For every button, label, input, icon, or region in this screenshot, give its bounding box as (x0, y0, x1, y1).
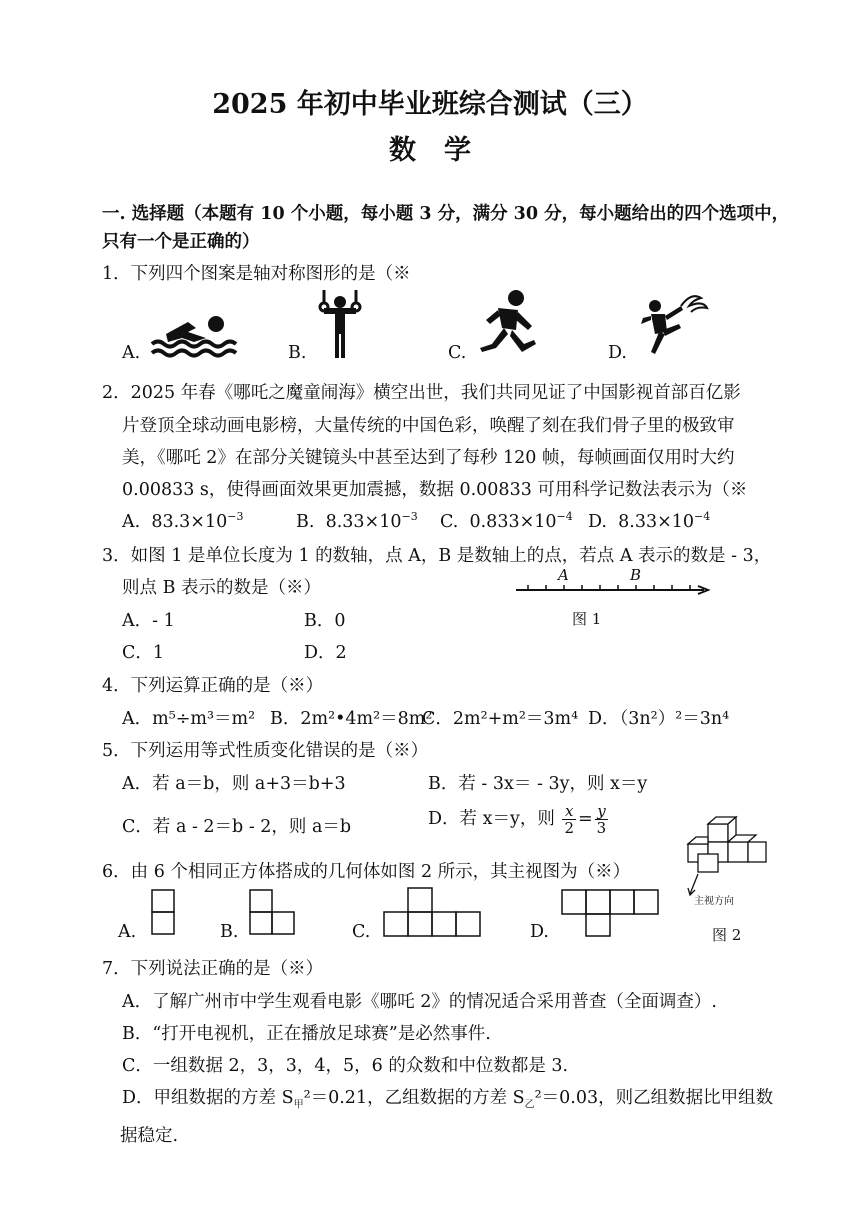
q6-option-d-label[interactable]: D. (530, 922, 549, 942)
q4-option-a[interactable]: A．m⁵÷m³＝m² (122, 709, 256, 729)
view-direction-label: 主视方向 (694, 896, 734, 907)
q3-option-a[interactable]: A．- 1 (122, 611, 175, 631)
q2-option-b[interactable]: B. $8.33\times 10^{-3}$ (296, 510, 418, 532)
q7-option-d-cont: 据稳定. (120, 1126, 179, 1146)
gymnast-rings-icon (318, 290, 362, 360)
question-2-stem: 2．2025 年春《哪吒之魔童闹海》横空出世，我们共同见证了中国影视首部百亿影 (102, 383, 741, 403)
q3-option-b[interactable]: B．0 (304, 611, 346, 631)
swimmer-icon (148, 308, 238, 360)
figure-2-label: 图 2 (712, 926, 742, 944)
q1-option-c-label[interactable]: C. (448, 343, 467, 363)
q2-option-a[interactable]: A. $83.3\times 10^{-3}$ (122, 510, 244, 532)
section-heading-cont: 只有一个是正确的） (102, 232, 260, 252)
q1-option-a-label[interactable]: A. (122, 343, 141, 363)
q7-option-b[interactable]: B．“打开电视机，正在播放足球赛”是必然事件. (122, 1024, 491, 1044)
point-b-label: B (630, 566, 642, 584)
q3-option-c[interactable]: C．1 (122, 643, 165, 663)
point-a-label: A (558, 566, 569, 584)
section-heading: 一. 选择题（本题有 10 个小题，每小题 3 分，满分 30 分，每小题给出的四个选项中， (102, 204, 790, 224)
view-option-c-icon (382, 886, 486, 938)
question-3-stem-line2: 则点 B 表示的数是（※） (122, 578, 321, 598)
fraction-y-over-3: $\frac{y}{3}$ (596, 802, 607, 837)
q4-option-d[interactable]: D．（3n²）²＝3n⁴ (588, 709, 730, 729)
q2-option-d[interactable]: D. $8.33\times 10^{-4}$ (588, 510, 711, 532)
number-line-figure (514, 568, 710, 600)
q7-option-c[interactable]: C．一组数据 2，3，3，4，5，6 的众数和中位数都是 3. (122, 1056, 569, 1076)
q1-option-d-label[interactable]: D. (608, 343, 627, 363)
q2-option-c[interactable]: C. $0.833\times 10^{-4}$ (440, 510, 573, 532)
question-2-stem-line2: 片登顶全球动画电影榜，大量传统的中国色彩，唤醒了刻在我们骨子里的极致审 (122, 416, 735, 436)
question-7-stem: 7．下列说法正确的是（※） (102, 959, 324, 979)
q1-option-b-label[interactable]: B. (288, 343, 307, 363)
q7-option-d[interactable]: D．甲组数据的方差 $S_甲^2=0.21$，乙组数据的方差 $S_乙^2=0.03$，则乙组数据比甲组数 (122, 1088, 774, 1111)
question-4-stem: 4．下列运算正确的是（※） (102, 676, 324, 696)
q6-option-c-label[interactable]: C. (352, 922, 371, 942)
view-option-b-icon (248, 888, 302, 938)
q4-option-b[interactable]: B．2m²•4m²＝8m² (270, 709, 433, 729)
page-title: 2025 年初中毕业班综合测试（三） (212, 89, 648, 120)
q4-option-c[interactable]: C．2m²+m²＝3m⁴ (422, 709, 579, 729)
q5-option-a[interactable]: A．若 a＝b，则 a+3＝b+3 (122, 774, 346, 794)
q3-option-d[interactable]: D．2 (304, 643, 347, 663)
fraction-x-over-2: $\frac{x}{2}$ (564, 802, 574, 837)
q5-option-c[interactable]: C．若 a - 2＝b - 2，则 a＝b (122, 817, 352, 837)
q5-option-b[interactable]: B．若 - 3x＝ - 3y，则 x＝y (428, 774, 648, 794)
view-option-a-icon (150, 888, 176, 938)
question-1-stem: 1．下列四个图案是轴对称图形的是（※ (102, 264, 411, 284)
question-5-stem: 5．下列运用等式性质变化错误的是（※） (102, 741, 429, 761)
question-3-stem: 3．如图 1 是单位长度为 1 的数轴，点 A，B 是数轴上的点，若点 A 表示的数是 - 3， (102, 546, 772, 566)
q6-option-b-label[interactable]: B. (220, 922, 239, 942)
q7-option-a[interactable]: A．了解广州市中学生观看电影《哪吒 2》的情况适合采用普查（全面调查）. (122, 992, 717, 1012)
runner-icon (472, 290, 542, 358)
question-2-stem-line4: 0.00833 s，使得画面效果更加震撼，数据 0.00833 可用科学记数法表示为（※ (122, 480, 748, 500)
view-option-d-icon (560, 888, 664, 938)
rhythmic-gymnast-icon (635, 288, 709, 358)
cube-solid-figure (684, 812, 774, 902)
q5-option-d[interactable]: D．若 x＝y，则 $\frac{x}{2}$ = $\frac{y}{3}$ (428, 802, 607, 837)
q6-option-a-label[interactable]: A. (118, 922, 137, 942)
question-6-stem: 6．由 6 个相同正方体搭成的几何体如图 2 所示，其主视图为（※） (102, 862, 631, 882)
figure-1-label: 图 1 (572, 610, 602, 628)
question-2-stem-line3: 美，《哪吒 2》在部分关键镜头中甚至达到了每秒 120 帧，每帧画面仅用时大约 (122, 448, 735, 468)
subject-title: 数学 (389, 135, 499, 166)
